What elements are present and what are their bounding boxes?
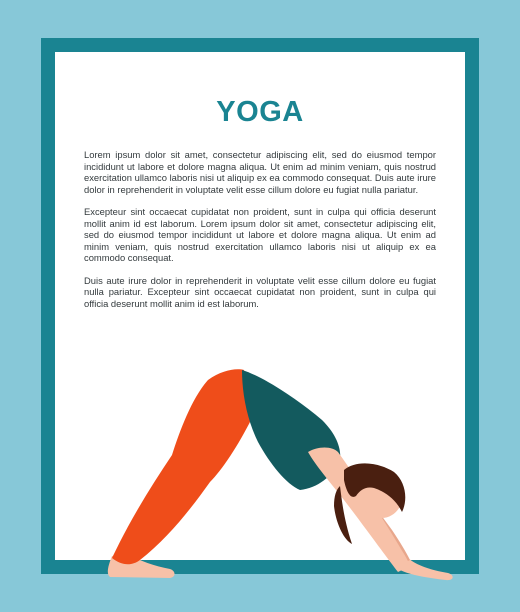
paragraph-2: Excepteur sint occaecat cupidatat non proident, sunt in culpa qui officia deserunt mollit anim id est laborum. Lorem ipsum dolor sit amet, consectetur adipiscing elit, sed do eiusmod tempor incididunt ut labore et dolore magna aliqua. Ut enim ad minim veniam, quis nostrud exercitation ullamco laboris nisi ut aliquip ex ea commodo consequat. xyxy=(84,206,436,263)
paragraph-1: Lorem ipsum dolor sit amet, consectetur adipiscing elit, sed do eiusmod tempor incididunt ut labore et dolore magna aliqua. Ut enim ad minim veniam, quis nostrud exercitation ullamco laboris nisi ut aliquip ex ea commodo consequat. Duis aute irure dolor in reprehenderit in voluptate velit esse cillum dolore eu fugiat nulla pariatur. xyxy=(84,149,436,195)
poster-title: YOGA xyxy=(216,96,304,128)
paragraph-3: Duis aute irure dolor in reprehenderit in voluptate velit esse cillum dolore eu fugiat nulla pariatur. Excepteur sint occaecat cupidatat non proident, sunt in culpa qui officia deserunt mollit anim id est laborum. xyxy=(84,274,436,309)
leggings xyxy=(112,369,252,564)
